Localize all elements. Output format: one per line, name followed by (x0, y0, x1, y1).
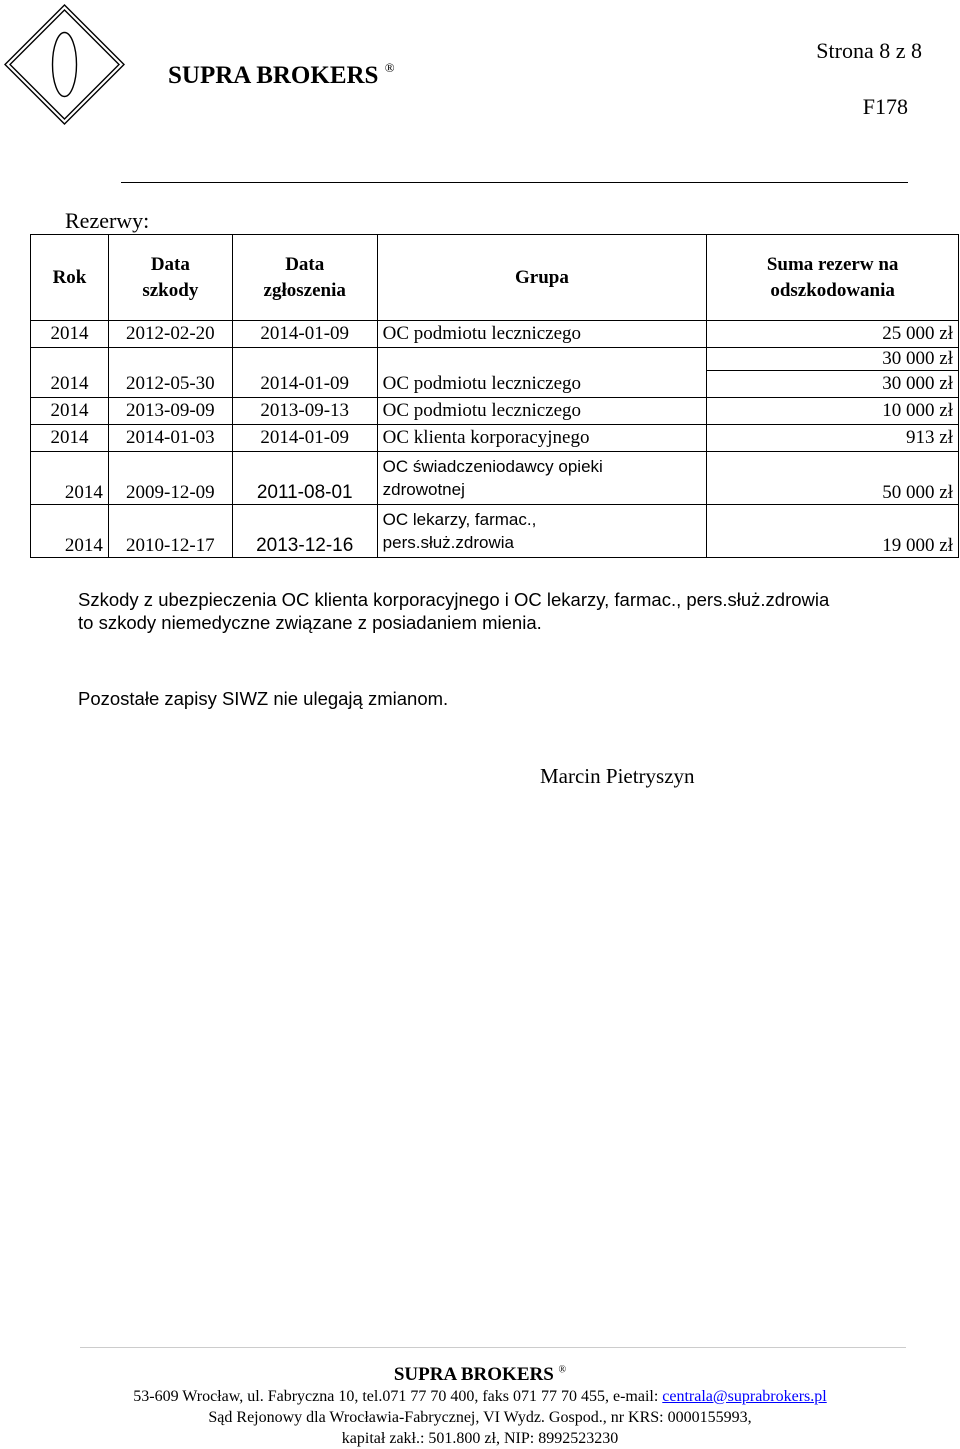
footer-court: Sąd Rejonowy dla Wrocławia-Fabrycznej, VI Wydz. Gospod., nr KRS: 0000155993, (208, 1409, 752, 1426)
remaining-provisions-text: Pozostałe zapisy SIWZ nie ulegają zmianom. (78, 688, 449, 709)
table-row: 2014 2010-12-17 2013-12-16 OC lekarzy, farmac., pers.służ.zdrowia 19 000 zł (31, 505, 959, 558)
supra-brokers-logo-icon (2, 2, 127, 127)
page-number: Strona 8 z 8 (816, 38, 922, 63)
header-suma: Suma rezerw na odszkodowania (707, 235, 959, 321)
header-brand: SUPRA BROKERS ® (168, 60, 395, 89)
table-row: 2014 2014-01-03 2014-01-09 OC klienta korporacyjnego 913 zł (31, 425, 959, 452)
note-paragraph: Szkody z ubezpieczenia OC klienta korporacyjnego i OC lekarzy, farmac., pers.służ.zdrowia to szkody niemedyczne związane z posiadaniem mienia. (78, 589, 830, 633)
table-header-row (31, 235, 959, 321)
footer-brand: SUPRA BROKERS ® (393, 1364, 567, 1385)
table-row: 2014 2013-09-09 2013-09-13 OC podmiotu leczniczego 10 000 zł (31, 398, 959, 425)
signature: Marcin Pietryszyn (540, 764, 695, 788)
table-row: 2014 2012-05-30 2014-01-09 OC podmiotu leczniczego 30 000 zł (31, 371, 959, 398)
table-row: 2014 2009-12-09 2011-08-01 OC świadczeniodawcy opieki zdrowotnej 50 000 zł (31, 452, 959, 505)
header-data-szkody: Data szkody (108, 235, 232, 321)
footer-address: 53-609 Wrocław, ul. Fabryczna 10, tel.071 77 70 400, faks 071 77 70 455, e-mail: centrala@suprabrokers.pl (133, 1388, 827, 1405)
footer-email-link[interactable]: centrala@suprabrokers.pl (662, 1388, 827, 1405)
table-row: 2014 2012-02-20 2014-01-09 OC podmiotu leczniczego 25 000 zł (31, 321, 959, 348)
reserves-table (30, 234, 959, 558)
header-data-zgloszenia: Data zgłoszenia (232, 235, 377, 321)
form-code: F178 (862, 94, 908, 119)
table-row: 30 000 zł (31, 348, 959, 371)
footer-capital: kapitał zakł.: 501.800 zł, NIP: 8992523230 (341, 1430, 619, 1447)
footer-divider (80, 1347, 906, 1348)
footer (0, 1364, 960, 1449)
header-divider (121, 182, 908, 183)
header-rok: Rok (31, 235, 109, 321)
section-title: Rezerwy: (65, 208, 150, 233)
header-grupa: Grupa (377, 235, 707, 321)
